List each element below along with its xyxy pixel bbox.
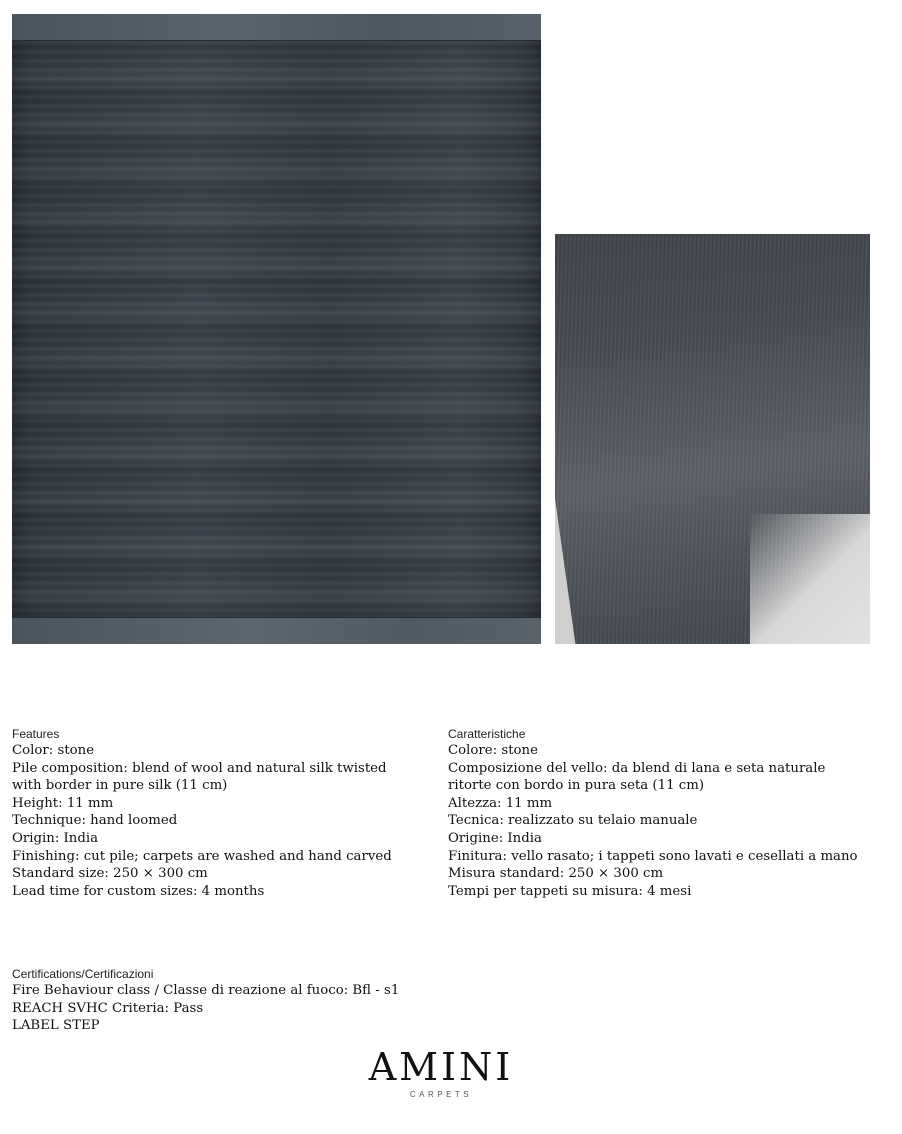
brand-name: AMINI bbox=[368, 1045, 514, 1089]
caratteristica-colore: Colore: stone bbox=[448, 743, 538, 758]
features-italian bbox=[448, 726, 888, 900]
rug-border-bottom bbox=[12, 617, 541, 644]
rug-border-top bbox=[12, 14, 541, 41]
caratteristica-altezza: Altezza: 11 mm bbox=[448, 795, 553, 811]
rug-main-image bbox=[12, 14, 541, 644]
caratteristica-tecnica: Tecnica: realizzato su telaio manuale bbox=[448, 813, 698, 829]
certifications bbox=[12, 966, 572, 1035]
feature-origin: Origin: India bbox=[12, 830, 99, 846]
feature-pile-composition: Pile composition: blend of wool and natural silk twisted with border in pure silk (11 cm) bbox=[12, 760, 387, 794]
brand-subtitle: CARPETS bbox=[409, 1090, 473, 1099]
feature-color: Color: stone bbox=[12, 743, 95, 758]
floor-background bbox=[750, 514, 870, 644]
caratteristica-composizione: Composizione del vello: da blend di lana e seta naturale ritorte con bordo in pura seta (11 cm) bbox=[448, 760, 826, 794]
feature-lead-time: Lead time for custom sizes: 4 months bbox=[12, 883, 265, 899]
cert-label-step: LABEL STEP bbox=[12, 1018, 100, 1034]
cert-reach: REACH SVHC Criteria: Pass bbox=[12, 1000, 204, 1016]
features-english bbox=[12, 726, 422, 900]
feature-finishing: Finishing: cut pile; carpets are washed and hand carved bbox=[12, 848, 392, 864]
cert-fire-behaviour: Fire Behaviour class / Classe di reazione al fuoco: Bfl - s1 bbox=[12, 983, 400, 998]
rug-detail-image bbox=[555, 234, 870, 644]
caratteristiche-heading: Caratteristiche bbox=[448, 727, 526, 741]
feature-standard-size: Standard size: 250 × 300 cm bbox=[12, 866, 208, 882]
caratteristica-origine: Origine: India bbox=[448, 830, 542, 846]
caratteristica-finitura: Finitura: vello rasato; i tappeti sono lavati e cesellati a mano bbox=[448, 848, 858, 864]
features-heading: Features bbox=[12, 727, 60, 741]
feature-technique: Technique: hand loomed bbox=[12, 813, 178, 829]
caratteristica-misura: Misura standard: 250 × 300 cm bbox=[448, 866, 664, 882]
feature-height: Height: 11 mm bbox=[12, 795, 114, 811]
certifications-heading: Certifications/Certificazioni bbox=[12, 967, 154, 981]
brand-logo bbox=[341, 1046, 541, 1099]
caratteristica-tempi: Tempi per tappeti su misura: 4 mesi bbox=[448, 883, 692, 899]
